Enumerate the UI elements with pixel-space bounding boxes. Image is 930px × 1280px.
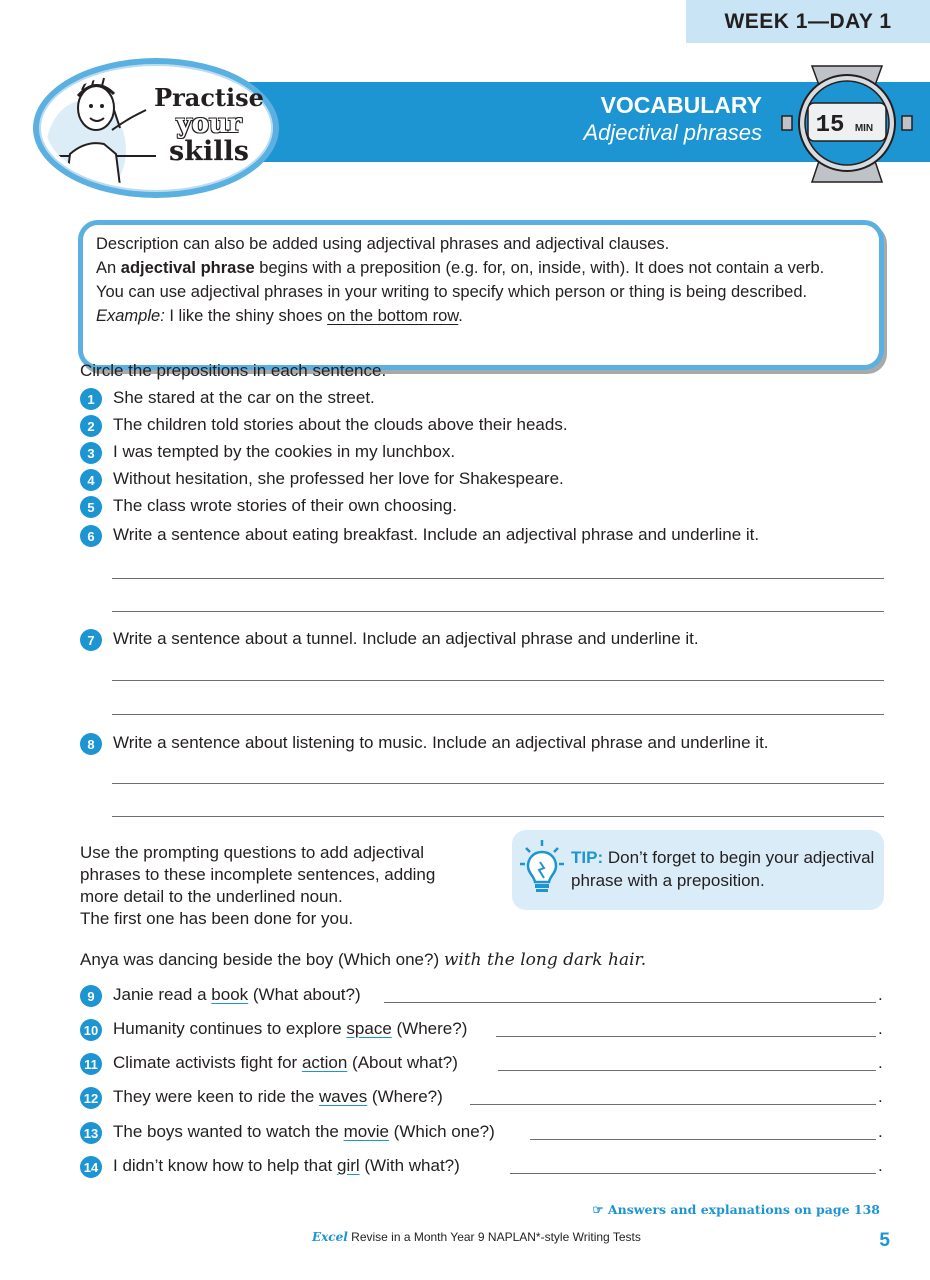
sentence-start: Janie read a [113,985,212,1004]
question-number: 14 [80,1156,102,1178]
prompt-question: (Where?) [391,1019,468,1038]
full-stop: . [878,1087,883,1106]
question-number: 1 [80,388,102,410]
example-text: I like the shiny shoes [164,307,328,325]
sentence-start: Humanity continues to explore [113,1019,347,1038]
full-stop: . [878,985,883,1004]
answer-line[interactable] [530,1139,876,1140]
answer-line[interactable] [112,816,884,817]
section2-instruction-line: The first one has been done for you. [80,909,354,928]
sentence-start: The boys wanted to watch the [113,1122,344,1141]
answer-line[interactable] [112,714,884,715]
example-label: Example: [96,307,165,325]
prompt-question: (With what?) [359,1156,460,1175]
sentence-start: They were keen to ride the [113,1087,320,1106]
question-number: 8 [80,733,102,755]
logo-line-your: your [176,109,242,139]
question-text [113,985,361,1005]
underlined-noun: movie [343,1122,389,1141]
underlined-noun: girl [336,1156,360,1175]
question-text [113,1053,458,1073]
question-number: 12 [80,1087,102,1109]
answers-reference-text: Answers and explanations on page 138 [607,1202,880,1217]
question-number: 11 [80,1053,102,1075]
info-example [96,304,876,328]
section2-instruction-line: phrases to these incomplete sentences, adding [80,865,436,884]
question-text [113,1019,467,1039]
question-text [113,1156,460,1176]
answer-line[interactable] [112,783,884,784]
answer-line[interactable] [470,1104,876,1105]
worked-example-prompt: Anya was dancing beside the boy (Which one?) [80,950,444,969]
question-text: I was tempted by the cookies in my lunchbox. [113,442,456,461]
answer-line[interactable] [112,680,884,681]
week-day-tab: WEEK 1—DAY 1 [686,0,930,43]
underlined-noun: book [211,985,249,1004]
underlined-noun: waves [319,1087,368,1106]
stopwatch-icon [772,58,922,188]
answer-line[interactable] [384,1002,876,1003]
worked-example-answer: with the long dark hair. [443,950,647,970]
prompt-question: (What about?) [248,985,361,1004]
tip-body: Don’t forget to begin your adjectival phrase with a preposition. [571,848,875,890]
question-number: 13 [80,1122,102,1144]
question-text: The class wrote stories of their own choosing. [113,496,457,515]
question-text: Write a sentence about a tunnel. Include an adjectival phrase and underline it. [113,629,699,648]
logo-line-practise: Practise [154,83,264,112]
section2-instruction-line: Use the prompting questions to add adjectival [80,843,424,862]
answer-line[interactable] [112,578,884,579]
info-line-1: Description can also be added using adjectival phrases and adjectival clauses. [96,235,670,253]
question-text: Without hesitation, she professed her love for Shakespeare. [113,469,564,488]
prompt-question: (Which one?) [388,1122,495,1141]
question-text: Write a sentence about listening to music. Include an adjectival phrase and underline it. [113,733,769,752]
question-number: 3 [80,442,102,464]
section-title: VOCABULARY [600,92,762,118]
info-line-2 [96,256,876,280]
logo-line-skills: skills [169,136,249,167]
full-stop: . [878,1122,883,1141]
question-number: 2 [80,415,102,437]
question-text: She stared at the car on the street. [113,388,375,407]
section2-instruction-line: more detail to the underlined noun. [80,887,343,906]
question-number: 5 [80,496,102,518]
full-stop: . [878,1019,883,1038]
page-number: 5 [879,1230,890,1251]
info-line-2-prefix: An [96,259,121,277]
answers-reference[interactable] [592,1202,880,1217]
info-text [96,232,876,328]
section2-instruction [80,842,435,930]
full-stop: . [878,1156,883,1175]
timer-value: 15 [815,112,845,139]
question-number: 10 [80,1019,102,1041]
question-text: The children told stories about the clouds above their heads. [113,415,568,434]
full-stop: . [878,1053,883,1072]
question-text [113,1087,443,1107]
question-number: 9 [80,985,102,1007]
worked-example [80,950,646,970]
example-end: . [458,307,463,325]
book-title-text: Revise in a Month Year 9 NAPLAN*-style Writing Tests [347,1230,641,1244]
answer-line[interactable] [510,1173,876,1174]
timer-unit: MIN [854,123,874,134]
lightbulb-icon [520,838,564,898]
question-text: Write a sentence about eating breakfast. Include an adjectival phrase and underline it. [113,525,760,544]
underlined-noun: action [301,1053,348,1072]
sentence-start: I didn’t know how to help that [113,1156,337,1175]
info-line-2-rest: begins with a preposition (e.g. for, on, inside, with). It does not contain a verb. [254,259,825,277]
pointing-hand-icon: ☞ [592,1202,604,1217]
example-underlined: on the bottom row [327,307,459,325]
book-title [312,1230,641,1244]
prompt-question: (About what?) [347,1053,458,1072]
answer-line[interactable] [496,1036,876,1037]
answer-line[interactable] [112,611,884,612]
brand-logo: Excel [312,1230,348,1244]
section-subtitle: Adjectival phrases [583,120,762,145]
question-number: 7 [80,629,102,651]
practise-logo-text [150,84,268,165]
prompt-question: (Where?) [367,1087,443,1106]
question-number: 6 [80,525,102,547]
info-term: adjectival phrase [120,259,255,277]
question-number: 4 [80,469,102,491]
sentence-start: Climate activists fight for [113,1053,302,1072]
tip-text [571,846,876,892]
section1-instruction: Circle the prepositions in each sentence. [80,361,387,380]
question-text [113,1122,495,1142]
underlined-noun: space [346,1019,392,1038]
info-line-3: You can use adjectival phrases in your writing to specify which person or thing is being described. [96,283,808,301]
tip-label: TIP: [571,848,604,867]
answer-line[interactable] [498,1070,876,1071]
